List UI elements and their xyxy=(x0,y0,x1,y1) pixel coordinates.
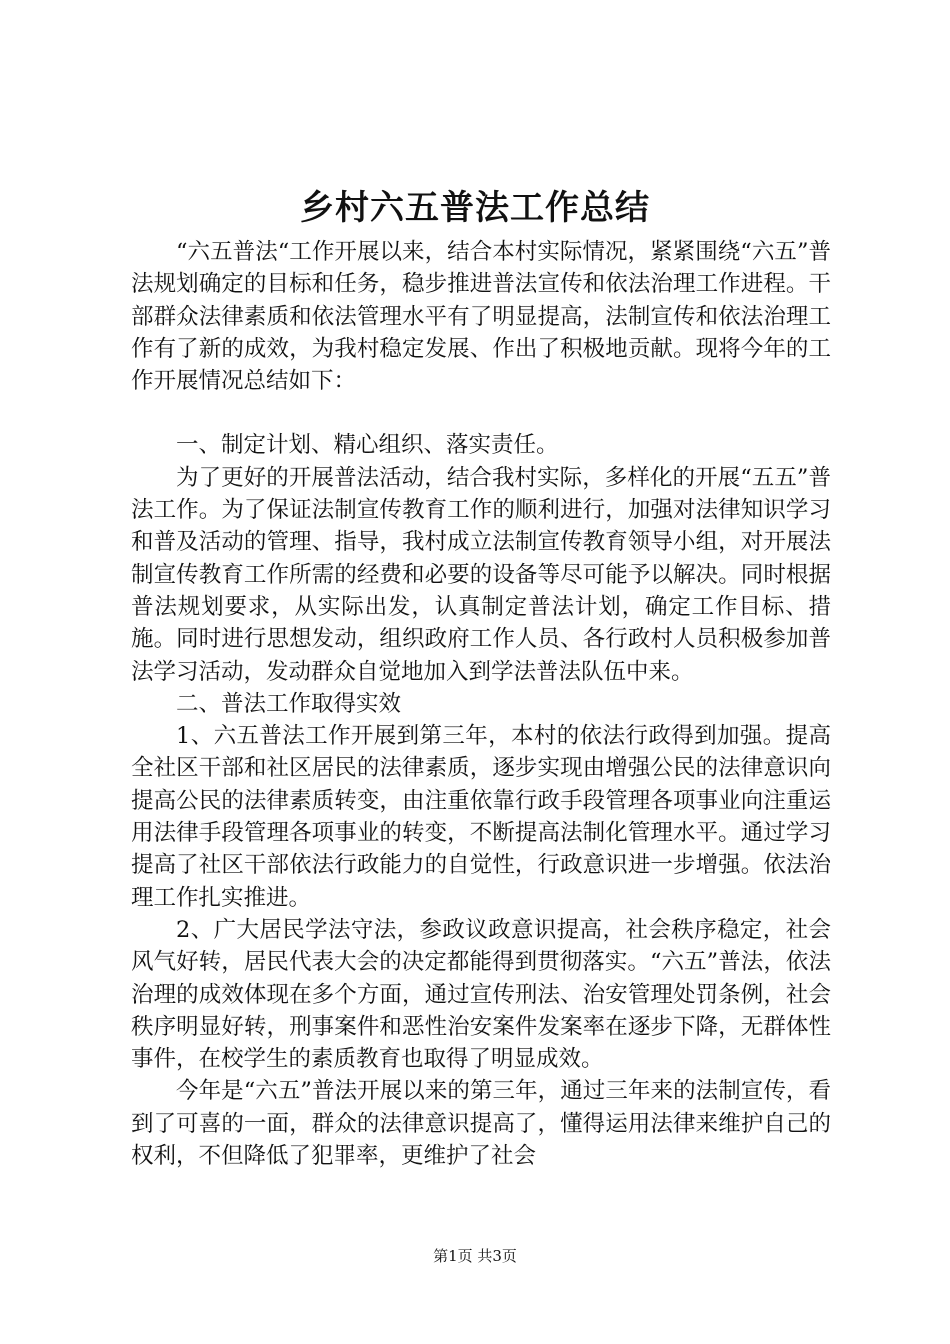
document-title: 乡村六五普法工作总结 xyxy=(300,188,650,228)
paragraph-conclusion: 今年是“六五”普法开展以来的第三年，通过三年来的法制宣传，看到了可喜的一面，群众的法律意识提高了，懂得运用法律来维护自己的权利，不但降低了犯罪率，更维护了社会 xyxy=(131,1078,831,1170)
section-heading-1: 一、制定计划、精心组织、落实责任。 xyxy=(176,432,559,459)
paragraph-spacer xyxy=(131,397,831,429)
page-footer: 第1页 共3页 xyxy=(433,1247,517,1265)
paragraph-intro: “六五普法“工作开展以来，结合本村实际情况，紧紧围绕“六五”普法规划确定的目标和任务，稳步推进普法宣传和依法治理工作进程。干部群众法律素质和依法管理水平有了明显提高，法制宣传和依法治理工作有了新的成效，为我村稳定发展、作出了积极地贡献。现将今年的工作开展情况总结如下： xyxy=(131,239,831,395)
paragraph-point-2: 2、广大居民学法守法，参政议政意识提高，社会秩序稳定，社会风气好转，居民代表大会的决定都能得到贯彻落实。“六五”普法，依法治理的成效体现在多个方面，通过宣传刑法、治安管理处罚条例，社会秩序明显好转，刑事案件和恶性治安案件发案率在逐步下降，无群体性事件，在校学生的素质教育也取得了明显成效。 xyxy=(131,916,831,1073)
paragraph-section-1: 为了更好的开展普法活动，结合我村实际，多样化的开展“五五”普法工作。为了保证法制宣传教育工作的顺利进行，加强对法律知识学习和普及活动的管理、指导，我村成立法制宣传教育领导小组，对开展法制宣传教育工作所需的经费和必要的设备等尽可能予以解决。同时根据普法规划要求，从实际出发，认真制定普法计划，确定工作目标、措施。同时进行思想发动，组织政府工作人员、各行政村人员积极参加普法学习活动，发动群众自觉地加入到学法普法队伍中来。 xyxy=(131,464,831,685)
document-body xyxy=(131,236,831,1172)
paragraph-point-1: 1、六五普法工作开展到第三年，本村的依法行政得到加强。提高全社区干部和社区居民的法律素质，逐步实现由增强公民的法律意识向提高公民的法律素质转变，由注重依靠行政手段管理各项事业向注重运用法律手段管理各项事业的转变，不断提高法制化管理水平。通过学习提高了社区干部依法行政能力的自觉性，行政意识进一步增强。依法治理工作扎实推进。 xyxy=(131,723,831,911)
section-heading-2: 二、普法工作取得实效 xyxy=(176,690,402,717)
